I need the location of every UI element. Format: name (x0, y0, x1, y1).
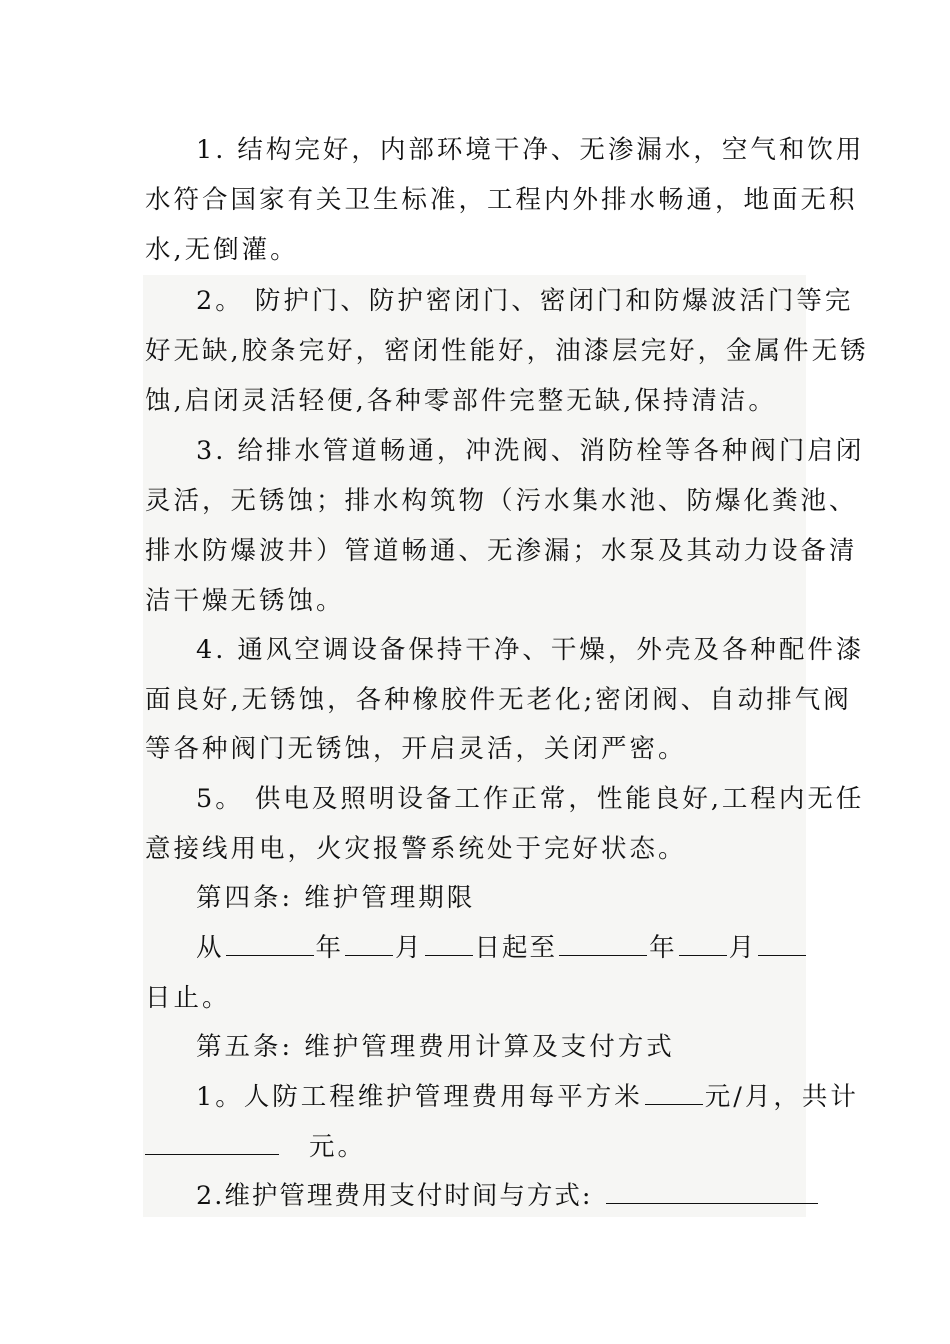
day-start-label: 日起至 (474, 933, 558, 963)
article5-payment-line (196, 1178, 820, 1214)
item2-line2: 好无缺,胶条完好，密闭性能好，油漆层完好，金属件无锈 (145, 336, 869, 366)
start-month-blank[interactable] (345, 935, 393, 956)
item1-line2: 水符合国家有关卫生标准，工程内外排水畅通，地面无积 (145, 185, 858, 215)
end-day-blank[interactable] (758, 935, 806, 956)
item3-line1: 3. 给排水管道畅通，冲洗阀、消防栓等各种阀门启闭 (196, 436, 865, 466)
item5-line1: 5。 供电及照明设备工作正常，性能良好,工程内无任 (196, 784, 865, 814)
end-year-blank[interactable] (559, 935, 647, 956)
item3-line2: 灵活，无锈蚀；排水构筑物（污水集水池、防爆化粪池、 (145, 486, 858, 516)
payment-label: 2.维护管理费用支付时间与方式: (196, 1181, 593, 1211)
article5-fee-line (196, 1079, 859, 1115)
item3-line4: 洁干燥无锈蚀。 (145, 586, 345, 616)
month-label-2: 月 (728, 933, 757, 963)
article5-total-line (145, 1129, 366, 1165)
fee-unit: 元/月，共计 (704, 1082, 859, 1112)
item1-line3: 水,无倒灌。 (145, 235, 299, 265)
year-label: 年 (315, 933, 344, 963)
item5-line2: 意接线用电，火灾报警系统处于完好状态。 (145, 834, 687, 864)
start-year-blank[interactable] (226, 935, 314, 956)
month-label: 月 (395, 933, 423, 963)
item2-line1: 2。 防护门、防护密闭门、密闭门和防爆波活门等完 (196, 286, 854, 316)
item4-line1: 4. 通风空调设备保持干净、干燥，外壳及各种配件漆 (196, 635, 865, 665)
item4-line2: 面良好,无锈蚀，各种橡胶件无老化;密闭阀、自动排气阀 (145, 685, 852, 715)
fee-per-sqm-blank[interactable] (645, 1084, 703, 1105)
total-unit: 元。 (309, 1132, 367, 1162)
total-amount-blank[interactable] (145, 1134, 279, 1155)
article4-period-line (196, 930, 808, 966)
payment-method-blank[interactable] (606, 1183, 818, 1204)
item4-line3: 等各种阀门无锈蚀，开启灵活，关闭严密。 (145, 734, 687, 764)
fee-prefix: 1。人防工程维护管理费用每平方米 (196, 1082, 643, 1112)
article5-title: 第五条: 维护管理费用计算及支付方式 (196, 1032, 675, 1062)
year-label-2: 年 (649, 933, 677, 963)
item3-line3: 排水防爆波井）管道畅通、无渗漏；水泵及其动力设备清 (145, 536, 858, 566)
item1-line1: 1. 结构完好，内部环境干净、无渗漏水，空气和饮用 (196, 135, 865, 165)
from-label: 从 (196, 933, 224, 963)
article4-title: 第四条: 维护管理期限 (196, 883, 476, 913)
start-day-blank[interactable] (425, 935, 473, 956)
end-month-blank[interactable] (679, 935, 727, 956)
article4-end-line: 日止。 (145, 983, 231, 1013)
item2-line3: 蚀,启闭灵活轻便,各种零部件完整无缺,保持清洁。 (145, 386, 777, 416)
